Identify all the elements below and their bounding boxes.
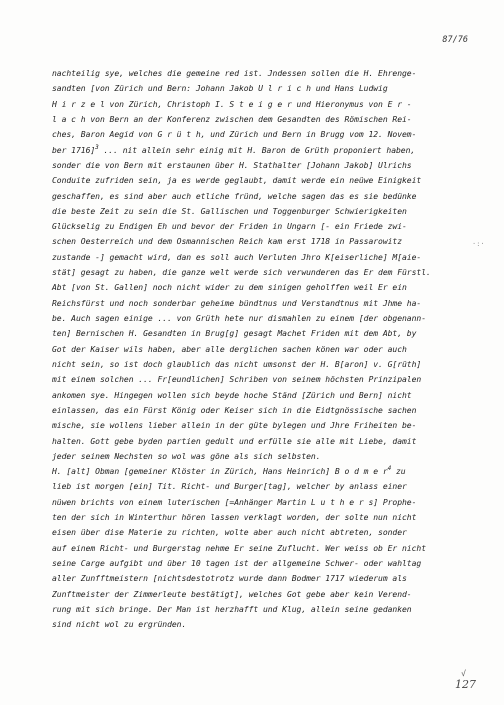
text-line <box>52 479 484 494</box>
line-text: ber 1716] <box>52 145 96 155</box>
text-line <box>52 418 484 433</box>
text-line <box>52 510 484 525</box>
line-text: Conduite zufriden sein, ja es werde geglaubt, damit werde ein neüwe Einigkeit <box>52 176 422 186</box>
line-text: H. [alt] Obman [gemeiner Klöster in Zürich, Hans Heinrich] B o d m e r <box>52 467 388 477</box>
text-line <box>52 403 484 418</box>
line-text: Reichsfürst und noch sonderbar geheime bündtnus und Verstandtnus mit Jhme ha- <box>52 298 422 308</box>
text-line <box>52 296 484 311</box>
text-line <box>52 127 484 142</box>
line-text: nachteilig sye, welches die gemeine red ist. Jndessen sollen die H. Ehrenge- <box>52 69 417 78</box>
text-line <box>52 250 484 265</box>
text-line <box>52 434 484 449</box>
line-text: Got der Kaiser wils haben, aber alle derglichen sachen könen war oder auch <box>52 344 407 354</box>
line-text: l a c h von Bern an der Konferenz zwischen dem Gesandten des Römischen Rei- <box>52 114 412 124</box>
text-line <box>52 388 484 403</box>
text-line <box>52 173 484 188</box>
line-text: geschaffen, es sind aber auch etliche fründ, welche sagen das es sie bedünke <box>52 191 417 201</box>
text-line <box>52 143 484 158</box>
text-line <box>52 587 484 602</box>
text-line <box>52 311 484 326</box>
text-line <box>52 280 484 295</box>
line-text: einlassen, das ein Fürst König oder Keiser sich in die Eidtgnössische sachen <box>52 405 417 415</box>
text-line <box>52 602 484 617</box>
line-text: zustande -] gemacht wird, dan es soll auch Verluten Jhro K[eiserliche] M[aie- <box>52 252 422 262</box>
text-line <box>52 495 484 510</box>
line-text: Zunftmeister der Zimmerleute bestätigt], welches Got gebe aber kein Verend- <box>52 589 412 599</box>
line-text: halten. Gott gebe byden partien gedult und erfülle sie alle mit Liebe, damit <box>52 436 417 446</box>
text-line <box>52 81 484 96</box>
body-text <box>52 66 484 633</box>
line-text: nüwen brichts von einem luterischen [=Anhänger Martin L u t h e r s] Prophe- <box>52 497 417 507</box>
line-text: Abt [von St. Gallen] noch nicht wider zu dem sinigen geholffen weil Er ein <box>52 283 407 293</box>
text-line <box>52 158 484 173</box>
line-text: eisen über dise Materie zu richten, wolte aber auch nicht abtreten, sonder <box>52 528 407 538</box>
text-line <box>52 97 484 112</box>
text-line <box>52 234 484 249</box>
line-text: sonder die von Bern mit erstaunen über H. Stathalter [Johann Jakob] Ulrichs <box>52 160 412 170</box>
text-line <box>52 617 484 632</box>
line-text: Glückselig zu Endigen Eh und bevor der Friden in Ungarn [- ein Friede zwi- <box>52 222 407 232</box>
handwritten-folio-number: 127 <box>455 678 476 691</box>
line-text: schen Oesterreich und dem Osmannischen Reich kam erst 1718 in Passarowitz <box>52 237 403 247</box>
text-line <box>52 357 484 372</box>
text-line <box>52 265 484 280</box>
line-text: rung mit sich bringe. Der Man ist herzhafft und Klug, allein seine gedanken <box>52 604 412 614</box>
line-text: sind nicht wol zu ergründen. <box>52 620 187 630</box>
text-line <box>52 541 484 556</box>
scan-smudge: ·:· <box>472 240 485 248</box>
line-text: ankomen sye. Hingegen wollen sich beyde hoche Ständ [Zürich und Bern] nicht <box>52 390 412 400</box>
line-text-continued: zu <box>391 467 406 477</box>
line-text: nicht sein, so ist doch glaublich das nicht umsonst der H. B[aron] v. G[rüth] <box>52 359 422 369</box>
line-text: ches, Baron Aegid von G r ü t h, und Zürich und Bern in Brugg vom 12. Novem- <box>52 130 417 140</box>
text-line <box>52 326 484 341</box>
line-text: seine Carge aufgibt und über 10 tagen ist der allgemeine Schwer- oder wahltag <box>52 559 422 568</box>
line-text: be. Auch sagen einige ... von Grüth hete nur dismahlen zu einem [der obgenann- <box>52 314 426 323</box>
corner-check-mark: √ <box>461 669 466 678</box>
text-line <box>52 571 484 586</box>
text-line <box>52 556 484 571</box>
line-text: aller Zunfftmeistern [nichtsdestotrotz wurde dann Bodmer 1717 wiederum als <box>52 574 407 584</box>
line-text: ten] Bernischen H. Gesandten in Brug[g] gesagt Machet Friden mit dem Abt, by <box>52 329 417 339</box>
line-text-continued: ... nit allein sehr einig mit H. Baron de Grüth proponiert haben, <box>98 145 416 155</box>
text-line <box>52 464 484 479</box>
page-number: 87/76 <box>442 35 468 45</box>
line-text: H i r z e l von Zürich, Christoph I. S t e i g e r und Hieronymus von E r - <box>52 99 412 109</box>
text-line <box>52 372 484 387</box>
line-text: sandten [von Zürich und Bern: Johann Jakob U l r i c h und Hans Ludwig <box>52 84 388 94</box>
line-text: lieb ist morgen [ein] Tit. Richt- und Burger[tag], welcher by anlass einer <box>52 482 407 492</box>
line-text: ten der sich in Winterthur hören lassen verklagt worden, der solte nun nicht <box>52 513 417 523</box>
text-line <box>52 219 484 234</box>
text-line <box>52 189 484 204</box>
text-line <box>52 525 484 540</box>
text-line <box>52 449 484 464</box>
footnote-marker: 4 <box>387 465 392 473</box>
text-line <box>52 204 484 219</box>
text-line <box>52 112 484 127</box>
line-text: mit einem solchen ... Fr[eundlichen] Schriben von seinem höchsten Prinzipalen <box>52 375 422 385</box>
line-text: jeder seinem Nechsten so wol was göne als sich selbsten. <box>52 451 321 461</box>
line-text: stät] gesagt zu haben, die ganze welt werde sich verwunderen das Er dem Fürstl. <box>52 268 431 278</box>
line-text: auf einem Richt- und Burgerstag nehme Er seine Zuflucht. Wer weiss ob Er nicht <box>52 543 426 553</box>
text-line <box>52 66 484 81</box>
line-text: mische, sie wollens lieber allein in der güte bylegen und Jhre Friheiten be- <box>52 421 417 431</box>
text-line <box>52 342 484 357</box>
line-text: die beste Zeit zu sein die St. Gallischen und Toggenburger Schwierigkeiten <box>52 206 407 216</box>
footnote-marker: 3 <box>95 143 99 151</box>
